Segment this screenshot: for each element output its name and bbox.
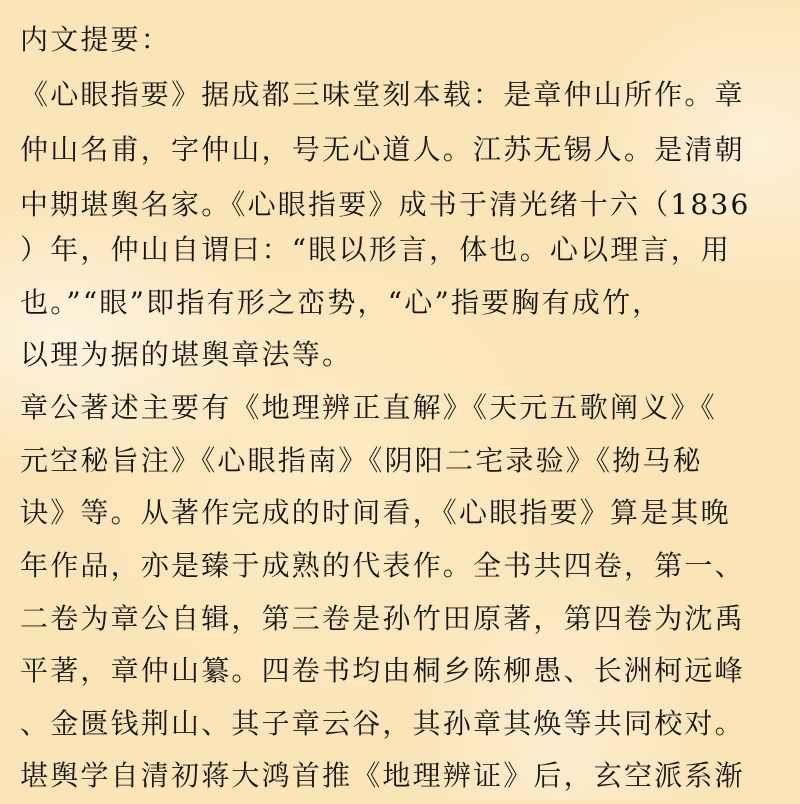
text-line-14: 、金匮钱荆山、其子章云谷，其孙章其焕等共同校对。 <box>20 707 745 740</box>
text-line-1: 内文提要： <box>20 23 172 56</box>
text-line-13: 平著，章仲山纂。四卷书均由桐乡陈柳愚、长洲柯远峰 <box>20 654 745 687</box>
text-line-5: ）年，仲山自谓曰：“眼以形言，体也。心以理言，用 <box>20 233 732 266</box>
text-line-6: 也。”“眼”即指有形之峦势，“心”指要胸有成竹， <box>20 286 663 319</box>
text-line-2: 《心眼指要》据成都三味堂刻本载：是章仲山所作。章 <box>20 78 745 111</box>
document-page <box>20 0 790 800</box>
text-line-8: 章公著述主要有《地理辨正直解》《天元五歌阐义》《 <box>20 391 717 424</box>
text-line-4: 中期堪舆名家。《心眼指要》成书于清光绪十六（1836 <box>20 188 751 221</box>
text-line-12: 二卷为章公自辑，第三卷是孙竹田原著，第四卷为沈禹 <box>20 602 745 635</box>
text-line-7: 以理为据的堪舆章法等。 <box>20 338 353 371</box>
text-line-11: 年作品，亦是臻于成熟的代表作。全书共四卷，第一、 <box>20 549 745 582</box>
text-line-3: 仲山名甫，字仲山，号无心道人。江苏无锡人。是清朝 <box>20 133 745 166</box>
text-line-9: 元空秘旨注》《心眼指南》《阴阳二宅录验》《拗马秘 <box>20 444 703 477</box>
text-line-10: 诀》等。从著作完成的时间看，《心眼指要》算是其晚 <box>20 496 731 529</box>
text-line-15: 堪舆学自清初蒋大鸿首推《地理辨证》后，玄空派系渐 <box>20 759 745 792</box>
